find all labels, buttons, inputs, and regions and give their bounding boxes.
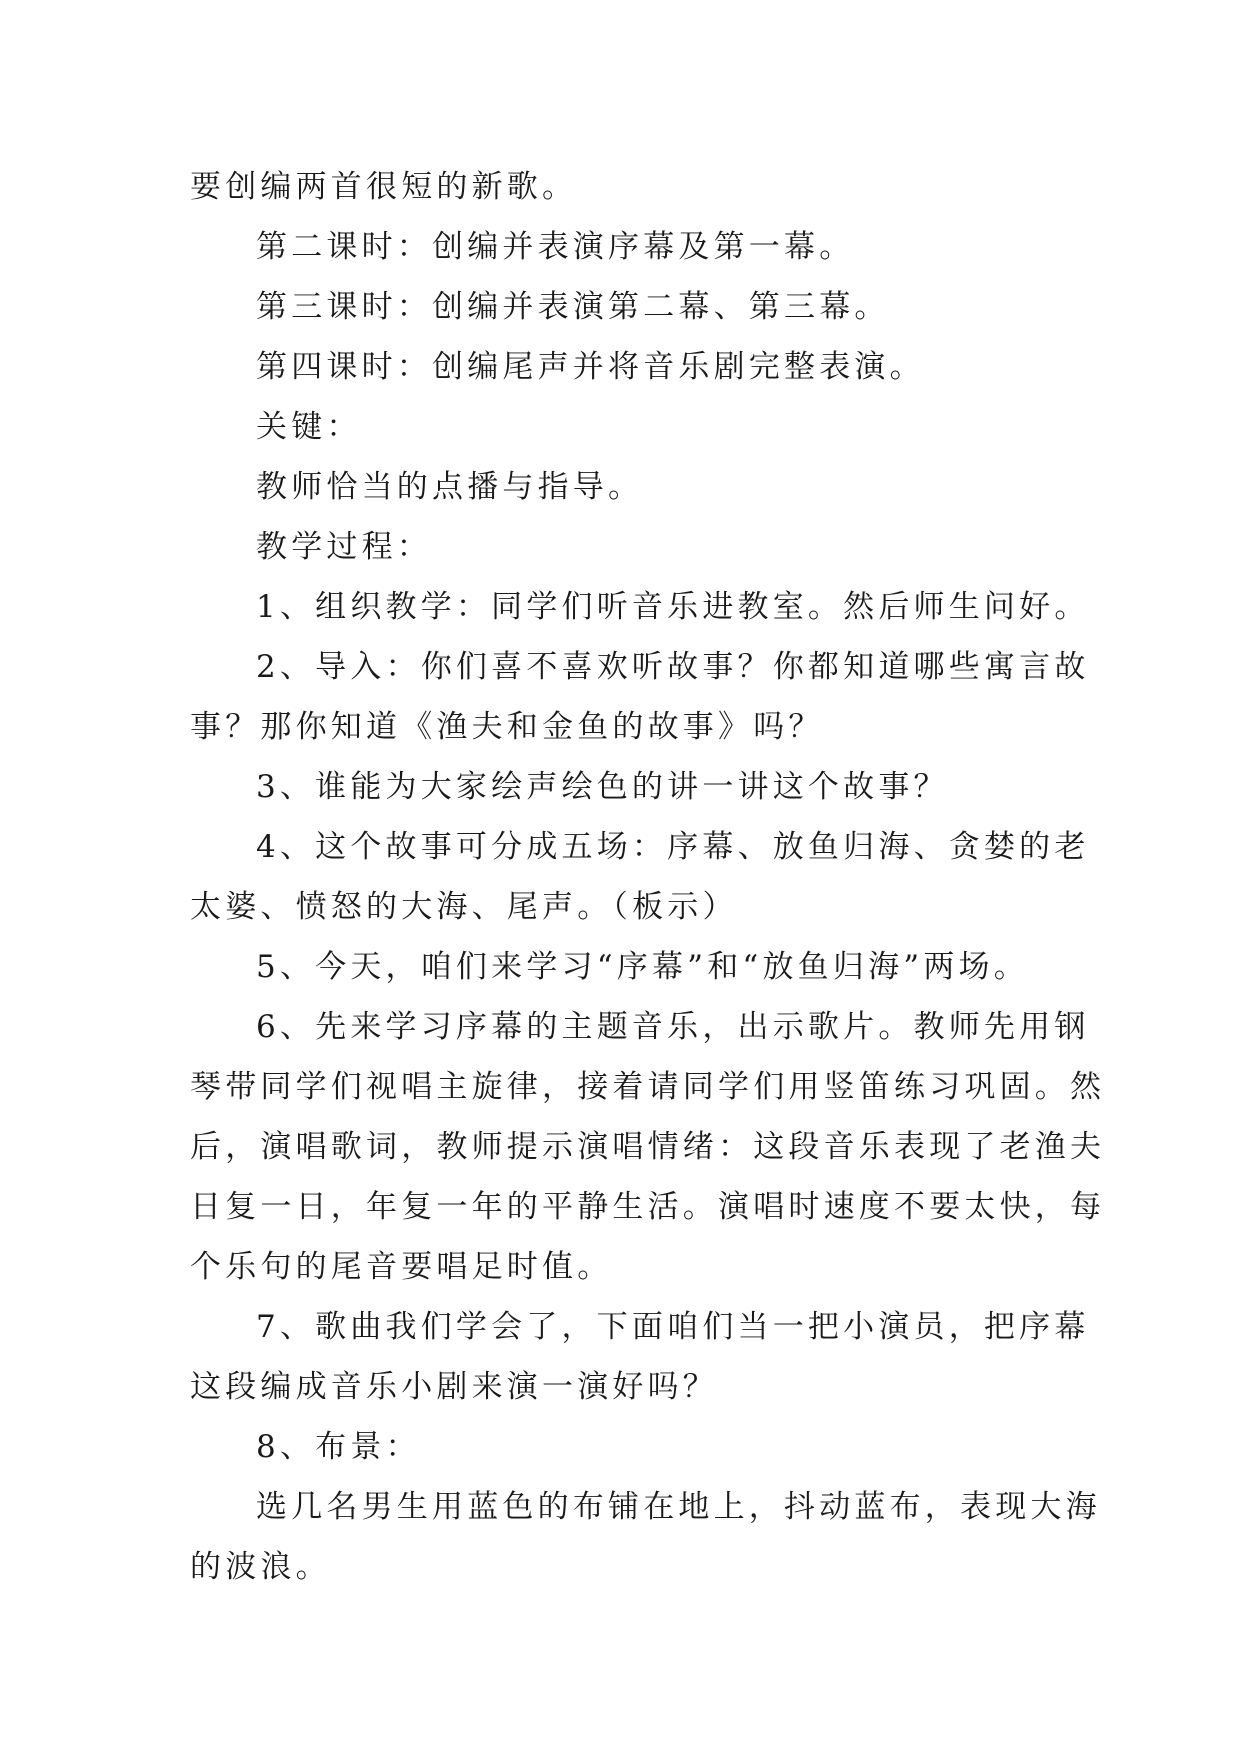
section-heading: 关键： bbox=[256, 409, 362, 445]
text-line: 第二课时：创编并表演序幕及第一幕。 bbox=[256, 229, 855, 265]
text-line: 7、歌曲我们学会了，下面咱们当一把小演员，把序幕 bbox=[256, 1309, 1090, 1345]
text-line: 这段编成音乐小剧来演一演好吗？ bbox=[190, 1369, 718, 1405]
text-line: 后，演唱歌词，教师提示演唱情绪：这段音乐表现了老渔夫 bbox=[190, 1129, 1106, 1165]
text-line: 事？那你知道《渔夫和金鱼的故事》吗？ bbox=[190, 709, 824, 745]
text-line: 4、这个故事可分成五场：序幕、放鱼归海、贪婪的老 bbox=[256, 829, 1090, 865]
text-line: 3、谁能为大家绘声绘色的讲一讲这个故事？ bbox=[256, 769, 949, 805]
text-line: 个乐句的尾音要唱足时值。 bbox=[190, 1249, 613, 1285]
text-line: 5、今天，咱们来学习“序幕”和“放鱼归海”两场。 bbox=[256, 949, 1029, 985]
text-line: 选几名男生用蓝色的布铺在地上，抖动蓝布，表现大海 bbox=[256, 1489, 1101, 1525]
text-line: 太婆、愤怒的大海、尾声。（板示） bbox=[190, 889, 738, 925]
text-line: 2、导入：你们喜不喜欢听故事？你都知道哪些寓言故 bbox=[256, 649, 1090, 685]
text-line: 日复一日，年复一年的平静生活。演唱时速度不要太快，每 bbox=[190, 1189, 1106, 1225]
text-line: 1、组织教学：同学们听音乐进教室。然后师生问好。 bbox=[256, 589, 1090, 625]
text-line: 要创编两首很短的新歌。 bbox=[190, 169, 578, 205]
text-line: 8、布景： bbox=[256, 1429, 421, 1465]
text-line: 的波浪。 bbox=[190, 1549, 331, 1585]
text-line: 6、先来学习序幕的主题音乐，出示歌片。教师先用钢 bbox=[256, 1009, 1090, 1045]
section-heading: 教学过程： bbox=[256, 529, 432, 565]
text-line: 教师恰当的点播与指导。 bbox=[256, 469, 644, 505]
text-line: 琴带同学们视唱主旋律，接着请同学们用竖笛练习巩固。然 bbox=[190, 1069, 1106, 1105]
text-line: 第四课时：创编尾声并将音乐剧完整表演。 bbox=[256, 349, 925, 385]
text-line: 第三课时：创编并表演第二幕、第三幕。 bbox=[256, 289, 890, 325]
document-body bbox=[190, 157, 1106, 1597]
